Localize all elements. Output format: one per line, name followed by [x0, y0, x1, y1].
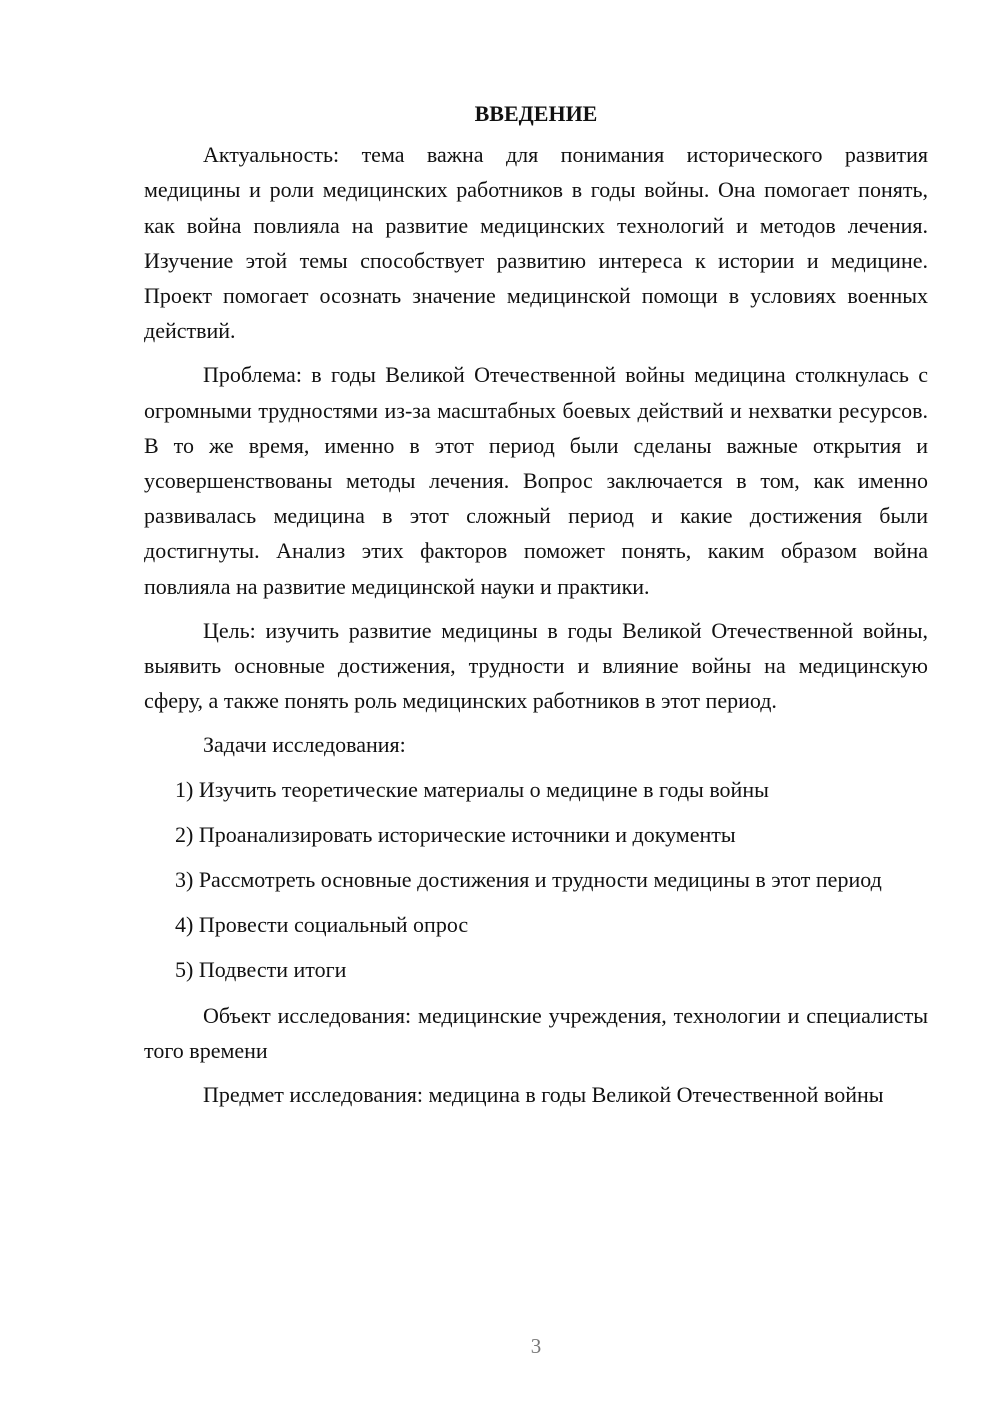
section-title: ВВЕДЕНИЕ: [474, 101, 598, 126]
task-item-4: 4) Провести социальный опрос: [175, 912, 469, 938]
paragraph-goal: Цель: изучить развитие медицины в годы Великой Отечественной войны, выявить основные достижения, трудности и влияние войны на медицинскую сферу, а также понять роль медицинских работников в этот период.: [144, 617, 928, 714]
task-item-5: 5) Подвести итоги: [175, 957, 347, 983]
task-item-3: 3) Рассмотреть основные достижения и трудности медицины в этот период: [175, 867, 882, 893]
paragraph-object: Объект исследования: медицинские учреждения, технологии и специалисты того времени: [144, 1002, 928, 1063]
page-number: 3: [530, 1334, 542, 1358]
paragraph-problem: Проблема: в годы Великой Отечественной войны медицина столкнулась с огромными трудностями из-за масштабных боевых действий и нехватки ресурсов. В то же время, именно в этот период были сделаны важные открытия и усовершенствованы методы лечения. Вопрос заключается в том, как именно развивалась медицина в этот сложный период и какие достижения были достигнуты. Анализ этих факторов поможет понять, каким образом война повлияла на развитие медицинской науки и практики.: [144, 362, 928, 599]
task-item-1: 1) Изучить теоретические материалы о медицине в годы войны: [175, 776, 769, 802]
task-item-2: 2) Проанализировать исторические источники и документы: [175, 821, 736, 847]
page-content: [144, 96, 928, 1121]
paragraph-relevance: Актуальность: тема важна для понимания исторического развития медицины и роли медицинских работников в годы войны. Она помогает понять, как война повлияла на развитие медицинских технологий и методов лечения. Изучение этой темы способствует развитию интереса к истории и медицине. Проект помогает осознать значение медицинской помощи в условиях военных действий.: [144, 142, 928, 344]
paragraph-subject: Предмет исследования: медицина в годы Великой Отечественной войны: [203, 1082, 884, 1108]
paragraph-tasks-heading: Задачи исследования:: [203, 732, 406, 758]
